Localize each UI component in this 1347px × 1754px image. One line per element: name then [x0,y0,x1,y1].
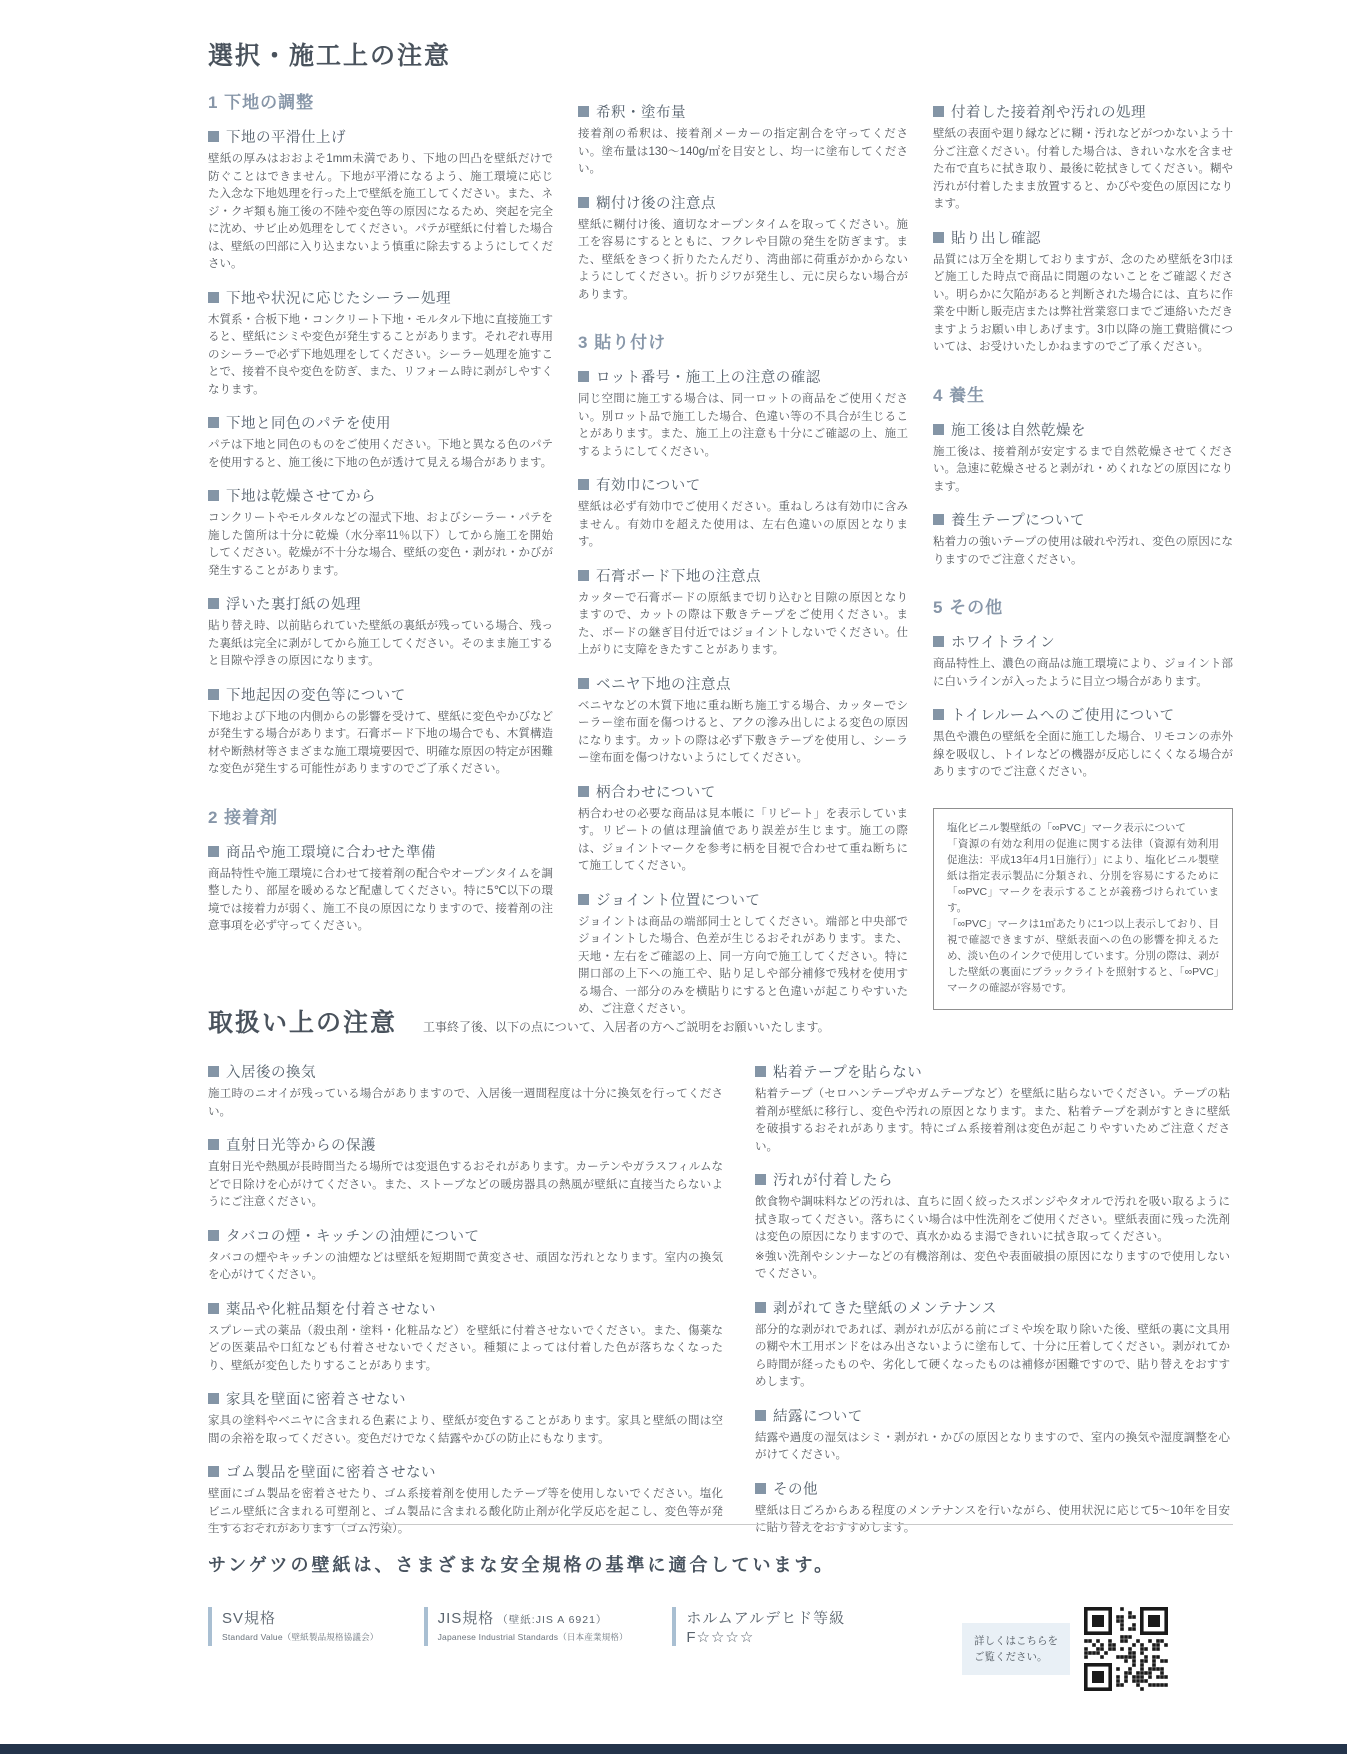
standard-note: （壁紙:JIS A 6921） [497,1614,608,1626]
bullet-square-icon [208,490,219,501]
bullet-square-icon [578,678,589,689]
notice-item-body: 壁紙に糊付け後、適切なオープンタイムを取ってください。施工を容易にするとともに、フクレや目隙の発生を防ぎます。また、壁紙をきつく折りたたんだり、湾曲部に荷重がかからないようにしてください。折りジワが発生し、元に戻らない場合があります。 [578,218,908,301]
notice-item [933,227,1233,357]
notice-item-heading-text: 糊付け後の注意点 [596,195,716,212]
notice-item-heading-text: 有効巾について [596,478,701,494]
notice-item-body: 壁紙の厚みはおおよそ1mm未満であり、下地の凹凸を壁紙だけで防ぐことはできません。下地が平滑になるよう、施工環境に応じた入念な下地処理を行った上で壁紙を施工してください。また、ネジ・クギ類も施工後の不陸や変色等の原因になるため、突起を完全に沈め、サビ止め処理をしてください。パテが壁紙に付着した場合は、壁紙の凹部に入り込まないよう慎重に除去するようにしてください。 [208,153,553,270]
selection-column-2 [578,88,908,1019]
bullet-square-icon [578,106,589,117]
notice-item-heading-text: トイレルームへのご使用について [951,708,1175,724]
notice-item-heading [208,1134,723,1155]
notice-item-heading [933,631,1233,652]
notice-item-heading-text: 商品や施工環境に合わせた準備 [226,844,436,861]
qr-code [1084,1607,1168,1691]
notice-item-heading-text: 薬品や化粧品類を付着させない [226,1301,436,1318]
notice-item-heading-text: タバコの煙・キッチンの油煙について [226,1228,480,1245]
notice-item-heading [755,1061,1230,1082]
notice-item-heading [933,509,1233,530]
bullet-square-icon [933,709,944,720]
bullet-square-icon [578,197,589,208]
bullet-square-icon [208,292,219,303]
section-number-heading: 3 貼り付け [578,333,667,352]
pvc-mark-box [933,808,1233,1010]
bullet-square-icon [755,1483,766,1494]
selection-notes-section [208,36,1233,1019]
notice-item [208,412,553,472]
notice-item [208,126,553,274]
notice-item-note: ※強い洗剤やシンナーなどの有機溶剤は、変色や表面破損の原因になりますので使用しないでください。 [755,1250,1230,1280]
notice-item-heading [578,366,908,387]
notice-item [933,704,1233,782]
notice-item [933,419,1233,497]
notice-item [933,101,1233,214]
notice-item-heading [208,1298,723,1319]
bullet-square-icon [933,232,944,243]
bullet-square-icon [933,424,944,435]
notice-item-heading-text: ベニヤ下地の注意点 [596,676,731,693]
notice-item-heading-text: 家具を壁面に密着させない [226,1392,406,1408]
notice-item-body: タバコの煙やキッチンの油煙などは壁紙を短期間で黄変させ、頑固な汚れとなります。室内の換気を心がけてください。 [208,1251,723,1281]
selection-column-3 [933,88,1233,1010]
notice-item-heading-text: 汚れが付着したら [773,1173,893,1189]
notice-item-body: 黒色や濃色の壁紙を全面に施工した場合、リモコンの赤外線を吸収し、トイレなどの機器が反応しにくくなる場合がありますのでご注意ください。 [933,731,1233,778]
notice-item [578,474,908,552]
notice-item [933,631,1233,691]
handling-column-1 [208,1061,723,1539]
bullet-square-icon [208,1303,219,1314]
notice-item-heading [578,192,908,213]
notice-item-heading-text: 入居後の換気 [226,1065,316,1081]
bullet-square-icon [578,371,589,382]
notice-item [208,1134,723,1212]
notice-item [208,1225,723,1285]
notice-item-body: 壁面にゴム製品を密着させたり、ゴム系接着剤を使用したテープ等を使用しないでください。塩化ビニル壁紙に含まれる可塑剤と、ゴム製品に含まれる酸化防止剤が化学反応を起こし、変色等が発生するおそれがあります（ゴム汚染）。 [208,1488,723,1535]
bullet-square-icon [578,479,589,490]
bullet-square-icon [933,106,944,117]
notice-item-heading-text: ゴム製品を壁面に密着させない [226,1465,436,1481]
notice-item-body: カッターで石膏ボードの原紙まで切り込むと目隙の原因となりますので、カットの際は下敷きテープをご使用ください。また、ボードの継ぎ目付近ではジョイントしないでください。仕上がりに支障をきたすことがあります。 [578,591,908,656]
notice-item-body: 壁紙は日ごろからある程度のメンテナンスを行いながら、使用状況に応じて5〜10年を目安に貼り替えをおすすめします。 [755,1504,1230,1534]
section-number-heading: 2 接着剤 [208,807,279,827]
notice-item-heading-text: 浮いた裏打紙の処理 [226,597,361,613]
handling-section-title: 取扱い上の注意 [208,1009,398,1037]
standard-item [208,1607,379,1646]
notice-item [208,1061,723,1121]
bullet-square-icon [208,689,219,700]
standard-label: JIS規格 （壁紙:JIS A 6921） [437,1610,608,1627]
notice-item-body: 結露や過度の湿気はシミ・剥がれ・かびの原因となりますので、室内の換気や湿度調整を心がけてください。 [755,1431,1230,1461]
notice-item [578,781,908,876]
notice-item-heading [755,1297,1230,1318]
bullet-square-icon [933,514,944,525]
notice-item-body: パテは下地と同色のものをご使用ください。下地と異なる色のパテを使用すると、施工後に下地の色が透けて見える場合があります。 [208,439,553,469]
bullet-square-icon [755,1410,766,1421]
notice-item-body: 施工時のニオイが残っている場合がありますので、入居後一週間程度は十分に換気を行ってください。 [208,1088,723,1118]
notice-item-heading-text: 貼り出し確認 [951,230,1041,247]
safety-standards-message: サンゲツの壁紙は、さまざまな安全規格の基準に適合しています。 [208,1555,836,1575]
notice-item [755,1169,1230,1284]
notice-item-heading [208,1061,723,1082]
handling-intro: 工事終了後、以下の点について、入居者の方へご説明をお願いいたします。 [423,1020,830,1034]
notice-item [755,1061,1230,1156]
handling-column-2 [755,1061,1230,1538]
notice-item [208,1388,723,1448]
notice-item-body: 下地および下地の内側からの影響を受けて、壁紙に変色やかびなどが発生する場合があります。石膏ボード下地の場合でも、木質構造材や断熱材等さまざまな施工環境要因で、明確な原因の特定が困難な変色が発生する可能性がありますのでご了承ください。 [208,710,553,775]
notice-item-heading-text: ロット番号・施工上の注意の確認 [596,370,821,386]
notice-item [755,1297,1230,1392]
notice-item-heading [933,704,1233,725]
notice-item-heading-text: 下地と同色のパテを使用 [226,416,391,432]
notice-item [578,565,908,660]
qr-note [962,1623,1070,1675]
notice-item-heading [578,101,908,122]
notice-item-body: コンクリートやモルタルなどの湿式下地、およびシーラー・パテを施した箇所は十分に乾燥（水分率11％以下）してから施工を開始してください。乾燥が不十分な場合、壁紙の変色・剥がれ・かびが発生することがあります。 [208,512,553,577]
notice-item-heading-text: ホワイトライン [951,635,1056,651]
pvc-box-paragraph: 「資源の有効な利用の促進に関する法律（資源有効利用促進法：平成13年4月1日施行）」により、塩化ビニル製壁紙は指定表示製品に分類され、分別を容易にするために「∞PVC」マークを表示することが義務づけられています。 [947,837,1219,914]
notice-item-heading [755,1478,1230,1499]
notice-item-body: 壁紙の表面や廻り縁などに糊・汚れなどがつかないよう十分ご注意ください。付着した場合は、きれいな水を含ませた布で直ちに拭き取り、最後に乾拭きしてください。糊や汚れが付着したまま放置すると、かびや変色の原因になります。 [933,128,1233,210]
bullet-square-icon [208,1230,219,1241]
notice-item-body: 木質系・合板下地・コンクリート下地・モルタル下地に直接施工すると、壁紙にシミや変色が発生することがあります。それぞれ専用のシーラーで必ず下地処理をしてください。シーラー処理を施すことで、接着不良や変色を防ぎ、また、リフォーム時に剥がしやすくなります。 [208,313,553,396]
notice-item-body: 家具の塗料やベニヤに含まれる色素により、壁紙が変色することがあります。家具と壁紙の間は空間の余裕を取ってください。変色だけでなく結露やかびの防止にもなります。 [208,1415,723,1445]
bullet-square-icon [208,1393,219,1404]
notice-item [755,1405,1230,1465]
bullet-square-icon [208,1139,219,1150]
notice-item-body: 接着剤の希釈は、接着剤メーカーの指定割合を守ってください。塗布量は130〜140g/㎡を目安とし、均一に塗布してください。 [578,128,908,175]
notice-item-heading-text: 施工後は自然乾燥を [951,422,1086,439]
bullet-square-icon [208,417,219,428]
notice-item-heading-text: 下地や状況に応じたシーラー処理 [226,290,451,307]
notice-item-heading [208,287,553,308]
notice-item [208,684,553,779]
notice-item-heading [578,673,908,694]
notice-item-body: 商品特性や施工環境に合わせて接着剤の配合やオープンタイムを調整したり、部屋を暖めるなど配慮してください。特に5℃以下の環境では接着力が弱く、施工不良の原因になりますので、接着剤の注意事項を必ず守ってください。 [208,867,553,932]
bullet-square-icon [755,1302,766,1313]
notice-item-heading-text: 下地起因の変色等について [226,687,406,704]
notice-item-heading-text: 下地の平滑仕上げ [226,130,346,146]
notice-item-heading [933,419,1233,440]
notice-item-body: スプレー式の薬品（殺虫剤・塗料・化粧品など）を壁紙に付着させないでください。また、傷薬などの医薬品や口紅なども付着させないでください。種類によっては付着した色が落ちなくなったり、壁紙が変色したりすることがあります。 [208,1324,723,1372]
notice-item-heading-text: 下地は乾燥させてから [226,489,376,505]
notice-item [578,889,908,1019]
bullet-square-icon [578,894,589,905]
pvc-box-title: 塩化ビニル製壁紙の「∞PVC」マーク表示について [947,821,1186,834]
standards-row [208,1607,1168,1691]
notice-item-body: 飲食物や調味料などの汚れは、直ちに固く絞ったスポンジやタオルで汚れを吸い取るように拭き取ってください。落ちにくい場合は中性洗剤をご使用ください。壁紙表面に残った洗剤は変色の原因になりますので、真水かぬるま湯できれいに拭き取ってください。 [755,1196,1230,1243]
notice-item-heading [208,593,553,614]
notice-item [208,1298,723,1376]
notice-item-body: ジョイントは商品の端部同士としてください。端部と中央部でジョイントした場合、色差が生じるおそれがあります。また、天地・左右をご確認の上、同一方向で施工してください。特に開口部の上下への施工や、貼り足しや部分補修で残材を使用する場合、一部分のみを横貼りにすると色違いが起こりやすいため、ご注意ください。 [578,915,908,1015]
notice-item [208,593,553,671]
qr-area [962,1607,1168,1691]
selection-columns [208,88,1233,1019]
bullet-square-icon [933,636,944,647]
notice-item-heading [208,412,553,433]
notice-item-heading [755,1405,1230,1426]
notice-item-heading [578,474,908,495]
notice-item-body: 商品特性上、濃色の商品は施工環境により、ジョイント部に白いラインが入ったように目立つ場合があります。 [933,658,1233,688]
bullet-square-icon [208,131,219,142]
footer-divider [208,1524,1233,1525]
notice-item-heading-text: 直射日光等からの保護 [226,1138,376,1154]
bullet-square-icon [755,1174,766,1185]
notice-item-body: 施工後は、接着剤が安定するまで自然乾燥させてください。急速に乾燥させると剥がれ・めくれなどの原因になります。 [933,445,1233,493]
notice-item-heading-text: その他 [773,1481,818,1498]
standard-sub: Japanese Industrial Standards（日本産業規格） [437,1632,628,1642]
notice-item-body: 柄合わせの必要な商品は見本帳に「リピート」を表示しています。リピートの値は理論値であり誤差が生じます。施工の際は、ジョイントマークを参考に柄を目視で合わせて重ね断ちにて施工してください。 [578,807,908,872]
notice-item-heading [933,227,1233,248]
notice-item-heading-text: 剥がれてきた壁紙のメンテナンス [773,1300,997,1317]
notice-item-heading-text: 粘着テープを貼らない [773,1065,923,1081]
notice-item [578,192,908,305]
page-footer [208,1524,1233,1691]
handling-header [208,1003,1233,1039]
qr-note-line1: 詳しくはこちらを [974,1635,1058,1647]
notice-item-heading [208,841,553,862]
notice-item-body: ベニヤなどの木質下地に重ね断ち施工する場合、カッターでシーラー塗布面を傷つけると、アクの滲み出しによる変色の原因になります。カットの際は必ず下敷きテープを使用し、シーラー塗布面を傷つけないようにしてください。 [578,699,908,764]
notice-item-heading-text: 柄合わせについて [596,784,716,801]
bullet-square-icon [755,1066,766,1077]
bullet-square-icon [578,786,589,797]
notice-item-heading-text: 希釈・塗布量 [596,105,686,121]
bullet-square-icon [208,1066,219,1077]
bullet-square-icon [208,846,219,857]
notice-item [578,366,908,461]
notice-item-body: 直射日光や熱風が長時間当たる場所では変退色するおそれがあります。カーテンやガラスフィルムなどで日除けを心がけてください。また、ストーブなどの暖房器具の熱風が壁紙に直接当たらないようにご注意ください。 [208,1161,723,1208]
notice-item-heading [578,781,908,802]
notice-item-heading [208,1461,723,1482]
notice-item-heading [208,485,553,506]
bullet-square-icon [208,1466,219,1477]
selection-column-1 [208,88,553,936]
qr-note-line2: ご覧ください。 [974,1651,1048,1663]
standard-label: SV規格 [222,1610,277,1627]
notice-item-heading-text: 石膏ボード下地の注意点 [596,568,761,585]
notice-item-heading-text: 養生テープについて [951,513,1085,529]
bullet-square-icon [208,598,219,609]
notice-item-heading [208,684,553,705]
notice-item-heading [578,565,908,586]
notice-item-body: 品質には万全を期しておりますが、念のため壁紙を3巾ほど施工した時点で商品に問題のないことをご確認ください。明らかに欠陥があると判断された場合には、直ちに作業を中断し販売店または弊社営業窓口までご連絡いただきますようお願い申しあげます。3巾以降の施工費賠償については、お受けいたしかねますのでご了承ください。 [933,253,1233,353]
notice-item-body: 壁紙は必ず有効巾でご使用ください。重ねしろは有効巾に含みません。有効巾を超えた使用は、左右色違いの原因となります。 [578,501,908,548]
notice-item [933,509,1233,569]
section-number-heading: 5 その他 [933,598,1004,617]
notice-item-heading [755,1169,1230,1190]
notice-item-heading-text: ジョイント位置について [596,892,761,909]
notice-item-heading-text: 結露について [773,1408,863,1425]
notice-item [578,673,908,768]
notice-item-heading [578,889,908,910]
notice-item-body: 粘着テープ（セロハンテープやガムテープなど）を壁紙に貼らないでください。テープの粘着剤が壁紙に移行し、変色や汚れの原因となります。また、粘着テープを剥がすときに壁紙を破損するおそれがあります。特にゴム系接着剤は変色が起こりやすいためご注意ください。 [755,1088,1230,1153]
notice-item-heading [208,1225,723,1246]
handling-notes-section [208,1003,1233,1539]
section-number-heading: 1 下地の調整 [208,93,315,112]
notice-item-body: 粘着力の強いテープの使用は破れや汚れ、変色の原因になりますのでご注意ください。 [933,536,1233,566]
bullet-square-icon [578,570,589,581]
handling-columns [208,1061,1233,1539]
selection-section-title: 選択・施工上の注意 [208,42,452,70]
section-number-heading: 4 養生 [933,385,986,405]
notice-item [578,101,908,179]
notice-item-body: 同じ空間に施工する場合は、同一ロットの商品をご使用ください。別ロット品で施工した場合、色違い等の不具合が生じることがあります。また、施工上の注意も十分にご確認の上、施工するようにしてください。 [578,393,908,458]
standard-item [672,1607,914,1646]
pvc-box-paragraph: 「∞PVC」マークは1㎡あたりに1つ以上表示しており、目視で確認できますが、壁紙表面への色の影響を抑えるため、淡い色のインクで使用しています。分別の際は、剥がした壁紙の裏面にブラックライトを照射すると、「∞PVC」マークの確認が容易です。 [947,917,1219,994]
notice-item-heading-text: 付着した接着剤や汚れの処理 [951,105,1146,121]
bottom-bar [0,1744,1347,1754]
notice-item-heading [208,1388,723,1409]
notice-item-heading [208,126,553,147]
notice-item-body: 部分的な剥がれであれば、剥がれが広がる前にゴミや埃を取り除いた後、壁紙の裏に文具用の糊や木工用ボンドをはみ出さないように塗布して、十分に圧着してください。剥がれてから時間が経ったものや、劣化して硬くなったものは補修が困難ですので、貼り替えをおすすめします。 [755,1323,1230,1388]
standard-label: ホルムアルデヒド等級 F☆☆☆☆ [686,1610,846,1646]
standard-sub: Standard Value（壁紙製品規格協議会） [222,1632,379,1642]
notice-item-heading [933,101,1233,122]
standards-list [208,1607,962,1646]
notice-item-body: 貼り替え時、以前貼られていた壁紙の裏紙が残っている場合、残った裏紙は完全に剥がしてから施工してください。そのまま施工すると目隙や浮きの原因になります。 [208,620,553,667]
notice-item [208,485,553,580]
standard-item [424,1607,628,1646]
notice-item [208,841,553,936]
notice-item [208,287,553,400]
